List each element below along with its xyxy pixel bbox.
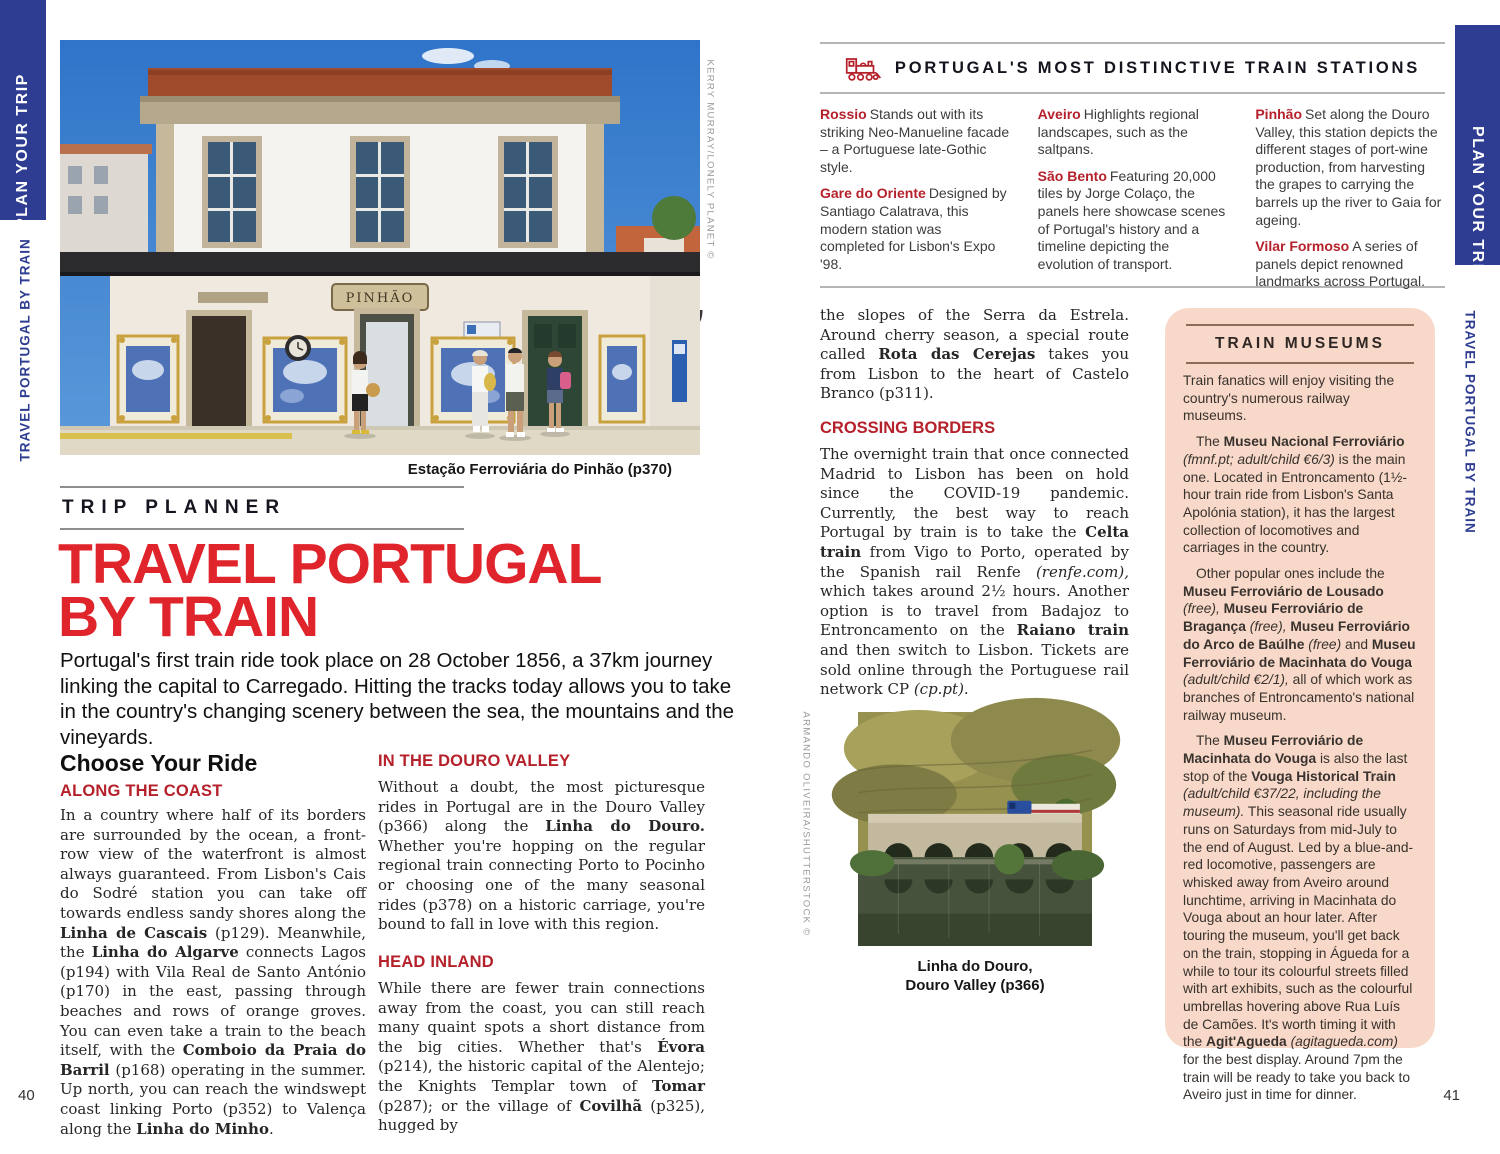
body-column-inland: While there are fewer train connections away from the coast, you can still reach many quaint spots a short distance from the big cities. Whether that's Évora (p214), the historic capital of the Alentejo; the Knights Templar town of Tomar (p287); or the village of Covilhã (p325), hugged by — [378, 979, 705, 1135]
station-text: Stands out with its striking Neo-Manueline facade – a Portuguese late-Gothic style. — [820, 106, 1010, 175]
circle-caption-line2: Douro Valley (p366) — [905, 977, 1045, 994]
station-text: Highlights regional landscapes, such as the saltpans. — [1037, 106, 1199, 158]
museums-box-title: TRAIN MUSEUMS — [1186, 324, 1414, 364]
photo-credit-left: KERRY MURRAY/LONELY PLANET © — [704, 59, 716, 260]
body-column-coast: In a country where half of its borders are surrounded by the ocean, a front-row view of the waterfront is almost always guaranteed. From Lisbon's Cais do Sodré station you can take off towards endless sandy shores along the Linha de Cascais (p129). Meanwhile, the Linha do Algarve connects Lagos (p194) with Vila Real de Santo António (p170) in the east, passing through beaches and rows of orange groves. You can even take a train to the beach itself, with the Comboio da Praia do Barril (p168) operating in the summer. Up north, you can reach the windswept coast linking Porto (p352) to Valença along the Linha do Minho. — [60, 806, 367, 1138]
station-entry-sao-bento — [1038, 168, 1228, 274]
station-text: Set along the Douro Valley, this station depicts the different stages of port-wine production, from harvesting the grapes to carrying the barrels up the river to Gaia for ageing. — [1255, 106, 1442, 228]
photo-credit-right: ARMANDO OLIVEIRA/SHUTTERSTOCK © — [800, 711, 812, 937]
douro-photo-illustration — [858, 712, 1092, 946]
chapter-label-right: TRAVEL PORTUGAL BY TRAIN — [1462, 310, 1478, 534]
plan-your-trip-label-right: PLAN YOUR TRIP — [1469, 126, 1486, 282]
station-name: São Bento — [1037, 167, 1107, 184]
station-entry-gare-do-oriente — [820, 185, 1010, 273]
page-number-right: 41 — [1443, 1087, 1460, 1104]
station-name: Pinhão — [1255, 106, 1303, 122]
circle-photo-caption — [830, 957, 1120, 995]
stations-column-2 — [1038, 106, 1228, 300]
stations-columns — [820, 94, 1445, 300]
station-entry-aveiro — [1038, 106, 1228, 159]
page-title — [58, 532, 602, 649]
museums-paragraph: The Museu Nacional Ferroviário (fmnf.pt; adult/child €6/3) is the main one. Located in Entroncamento (1½-hour train ride from Lisbon's Santa Apolónia station), it has the largest collection of locomotives and carriages in the country. — [1183, 434, 1407, 556]
body-paragraph: the slopes of the Serra da Estrela. Around cherry season, a special route called Rota das Cerejas takes you from Lisbon to the heart of Castelo Branco (p311). — [820, 306, 1129, 403]
station-entry-pinhao — [1255, 106, 1445, 229]
subhead-head-inland: HEAD INLAND — [378, 953, 494, 971]
station-text: Featuring 20,000 tiles by Jorge Colaço, the panels here showcase scenes of Portugal's history and a timeline depicting the evolution of transport. — [1037, 167, 1226, 272]
distinctive-stations-box — [820, 42, 1445, 288]
station-text: Designed by Santiago Calatrava, this modern station was completed for Lisbon's Expo '98. — [820, 185, 1007, 272]
photo-caption: Estação Ferroviária do Pinhão (p370) — [407, 461, 672, 478]
station-photo-illustration — [60, 40, 700, 455]
museums-paragraph: The Museu Ferroviário de Macinhata do Vouga is also the last stop of the Vouga Historical Train (adult/child €37/22, including the museum). This seasonal ride usually runs on Saturdays from mid-July to the end of August. Led by a blue-and-red locomotive, passengers are whisked away from Aveiro around lunchtime, arriving in Macinhata do Vouga about an hour later. After touring the museum, you'll get back on the train, stopping in Águeda for a while to tour its colourful streets filled with art exhibits, such as the colourful umbrellas hovering above Rua Luís de Camões. It's worth timing it with the Agit'Agueda (agitagueda.com) for the best display. Around 7pm the train will be ready to take you back to Aveiro just in time for dinner. — [1183, 733, 1414, 1103]
section-title: Choose Your Ride — [60, 750, 258, 776]
subhead-douro-valley: IN THE DOURO VALLEY — [378, 752, 571, 770]
douro-circle-photo — [858, 712, 1092, 946]
page-number-left: 40 — [18, 1087, 35, 1104]
station-text: A series of panels depict renowned landmarks across Portugal. — [1255, 238, 1425, 290]
page-title-line1: TRAVEL PORTUGAL — [58, 532, 602, 596]
subhead-crossing-borders: CROSSING BORDERS — [820, 418, 996, 437]
kicker-trip-planner: TRIP PLANNER — [60, 486, 464, 530]
stations-column-1 — [820, 106, 1010, 300]
station-entry-vilar-formoso — [1255, 238, 1445, 291]
station-entry-rossio — [820, 106, 1010, 176]
locomotive-icon — [845, 55, 883, 82]
page-title-line2: BY TRAIN — [58, 585, 319, 649]
chapter-label-left: TRAVEL PORTUGAL BY TRAIN — [17, 238, 33, 462]
stations-box-title: PORTUGAL'S MOST DISTINCTIVE TRAIN STATIONS — [894, 58, 1421, 77]
subhead-along-the-coast: ALONG THE COAST — [60, 782, 223, 800]
stations-column-3 — [1255, 106, 1445, 300]
pinhao-station-photo — [60, 40, 700, 455]
body-column-douro: Without a doubt, the most picturesque rides in Portugal are in the Douro Valley (p366) along the Linha do Douro. Whether you're hopping on the regular regional train connecting Porto to Pocinho or choosing one of the many seasonal rides (p378) on a historic carriage, you're bound to fall in love with this region. — [378, 778, 705, 934]
train-museums-box — [1165, 308, 1435, 1103]
right-body-column — [820, 306, 1129, 700]
museums-paragraph: Other popular ones include the Museu Ferroviário de Lousado (free), Museu Ferroviário de Bragança (free), Museu Ferroviário do Arco de Baúlhe (free) and Museu Ferroviário de Macinhata do Vouga (adult/child €2/1), all of which work as branches of Entroncamento's national railway museum. — [1183, 566, 1416, 723]
station-name: Gare do Oriente — [820, 185, 926, 202]
station-sign: PINHÃO — [345, 291, 415, 306]
plan-your-trip-label-left: PLAN YOUR TRIP — [14, 73, 31, 229]
stations-box-header — [820, 44, 1445, 94]
station-name: Aveiro — [1037, 106, 1081, 122]
body-paragraph: The overnight train that once connected Madrid to Lisbon has been on hold since the COVID-19 pandemic. Currently, the best way to reach Portugal by train is to take the Celta train from Vigo to Porto, operated by the Spanish rail Renfe (renfe.com), which takes around 2½ hours. Another option is to travel from Badajoz to Entroncamento on the Raiano train and then switch to Lisbon. Tickets are sold online through the Portuguese rail network CP (cp.pt). — [820, 444, 1129, 699]
museums-paragraph: Train fanatics will enjoy visiting the country's numerous railway museums. — [1183, 373, 1395, 424]
station-name: Rossio — [820, 106, 867, 122]
intro-paragraph: Portugal's first train ride took place on 28 October 1856, a 37km journey linking the capital to Carregado. Hitting the tracks today allows you to take in the country's changing scenery between the sea, the mountains and the vineyards. — [60, 649, 735, 749]
circle-caption-line1: Linha do Douro, — [917, 958, 1033, 975]
station-name: Vilar Formoso — [1255, 238, 1350, 255]
